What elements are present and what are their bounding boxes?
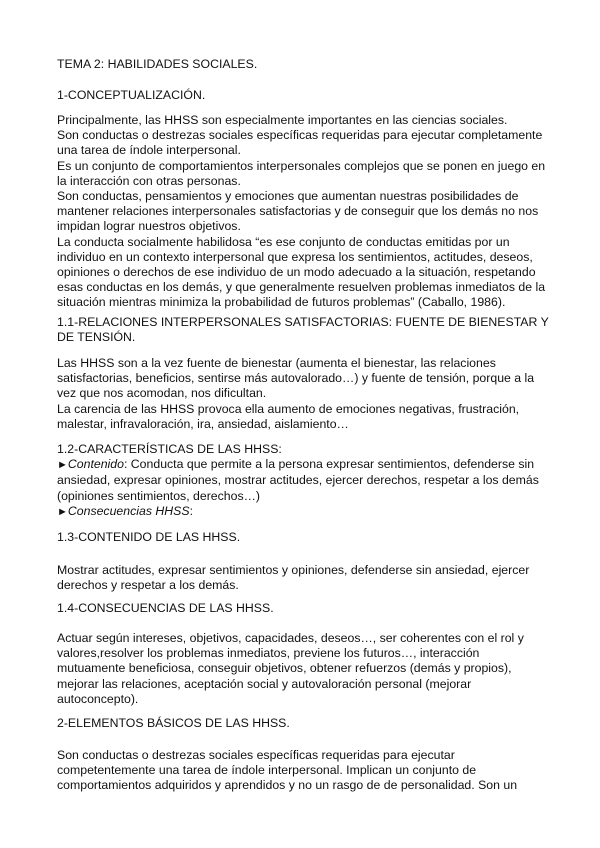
- title-text: TEMA 2: HABILIDADES SOCIALES.: [57, 57, 258, 71]
- consecuencias-label: Consecuencias HHSS: [67, 503, 190, 518]
- text-line: malestar, infravaloración, ira, ansiedad, aislamiento…: [57, 416, 349, 431]
- text-line: impidan lograr nuestros objetivos.: [57, 219, 241, 234]
- arrow-bullet-icon: ►: [57, 459, 68, 472]
- list-item-consecuencias: [57, 504, 547, 520]
- paragraph-contenido: [57, 563, 547, 593]
- section-heading-contenido: [57, 530, 547, 545]
- text-line: competentemente una tarea de índole interpersonal. Implican un conjunto de: [57, 763, 477, 778]
- text-line: mutuamente beneficiosa, conseguir objetivos, obtener refuerzos (demás y propios),: [57, 661, 512, 676]
- paragraph-consecuencias: [57, 631, 547, 707]
- paragraph-elementos: [57, 748, 547, 794]
- text-line: esas conductas en los demás, y que generalmente resuelven problemas inmediatos de la: [57, 280, 546, 295]
- text-line: valores,resolver los problemas inmediatos, previene los futuros…, interacción: [57, 646, 480, 661]
- contenido-text: : Conducta que permite a la persona expresar sentimientos, defenderse sin: [123, 457, 535, 472]
- text-line: comportamientos adquiridos y aprendidos y no un rasgo de de personalidad. Son un: [57, 778, 518, 793]
- text-line: situación mientras minimiza la probabilidad de futuros problemas” (Caballo, 1986).: [57, 295, 506, 310]
- contenido-label: Contenido: [67, 457, 124, 472]
- text-line: La conducta socialmente habilidosa “es ese conjunto de conductas emitidas por un: [57, 234, 510, 249]
- consecuencias-text: :: [189, 503, 193, 518]
- text-line: (opiniones sentimientos, derechos…): [57, 488, 261, 503]
- section-heading-consecuencias: [57, 601, 547, 616]
- text-line: Actuar según intereses, objetivos, capacidades, deseos…, ser coherentes con el rol y: [57, 631, 524, 645]
- text-line: mejorar las relaciones, aceptación social y autovaloración personal (mejorar: [57, 676, 472, 691]
- text-line: Las HHSS son a la vez fuente de bienestar (aumenta el bienestar, las relaciones: [57, 356, 496, 370]
- text-line: mantener relaciones interpersonales satisfactorias y de conseguir que los demás no nos: [57, 204, 539, 219]
- text-line: Son conductas o destrezas sociales específicas requeridas para ejecutar completamente: [57, 128, 543, 143]
- text-line: ansiedad, expresar opiniones, mostrar actitudes, ejercer derechos, respetar a los demás: [57, 473, 539, 488]
- text-line: opiniones o derechos de ese individuo de un modo adecuado a la situación, respetando: [57, 265, 536, 280]
- text-line: una tarea de índole interpersonal.: [57, 143, 241, 158]
- heading-text: 1-CONCEPTUALIZACIÓN.: [57, 88, 206, 102]
- text-line: derechos y respetar a los demás.: [57, 578, 239, 593]
- section-heading-conceptualizacion: [57, 88, 547, 103]
- heading-text: 1.3-CONTENIDO DE LAS HHSS.: [57, 530, 241, 544]
- text-line: Principalmente, las HHSS son especialmente importantes en las ciencias sociales.: [57, 113, 508, 127]
- section-caracteristicas: [57, 442, 547, 520]
- text-line: satisfactorias, beneficios, sentirse más autovalorado…) y fuente de tensión, porque a la: [57, 371, 535, 386]
- document-title: [57, 57, 547, 72]
- heading-text: 1.4-CONSECUENCIAS DE LAS HHSS.: [57, 601, 274, 615]
- list-item-contenido: [57, 457, 547, 473]
- paragraph-relaciones: [57, 356, 547, 432]
- text-line: la interacción con otras personas.: [57, 173, 241, 188]
- heading-text: DE TENSIÓN.: [57, 330, 136, 345]
- heading-text: 2-ELEMENTOS BÁSICOS DE LAS HHSS.: [57, 716, 290, 730]
- arrow-bullet-icon: ►: [57, 505, 68, 518]
- heading-text: 1.2-CARACTERÍSTICAS DE LAS HHSS:: [57, 442, 282, 456]
- section-heading-elementos: [57, 716, 547, 731]
- text-line: Son conductas o destrezas sociales específicas requeridas para ejecutar: [57, 748, 455, 762]
- paragraph-conceptualizacion: [57, 113, 547, 311]
- text-line: autoconcepto).: [57, 691, 139, 706]
- section-heading-relaciones: [57, 315, 547, 345]
- text-line: Es un conjunto de comportamientos interpersonales complejos que se ponen en juego en: [57, 158, 546, 173]
- text-line: La carencia de las HHSS provoca ella aumento de emociones negativas, frustración,: [57, 401, 520, 416]
- text-line: individuo en un contexto interpersonal que expresa los sentimientos, actitudes, deseos,: [57, 249, 533, 264]
- heading-text: 1.1-RELACIONES INTERPERSONALES SATISFACTORIAS: FUENTE DE BIENESTAR Y: [57, 315, 549, 329]
- text-line: vez que nos acomodan, nos dificultan.: [57, 386, 267, 401]
- text-line: Son conductas, pensamientos y emociones que aumentan nuestras posibilidades de: [57, 189, 519, 204]
- text-line: Mostrar actitudes, expresar sentimientos y opiniones, defenderse sin ansiedad, ejercer: [57, 563, 530, 577]
